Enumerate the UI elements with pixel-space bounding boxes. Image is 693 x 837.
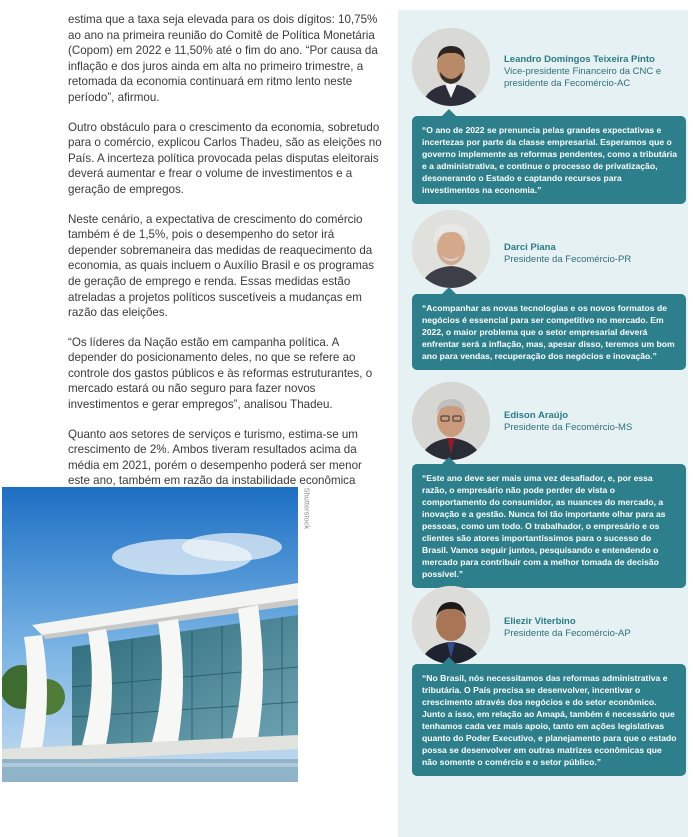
avatar: [412, 382, 490, 460]
person-role: Presidente da Fecomércio-MS: [504, 422, 633, 433]
person-role: Presidente da Fecomércio-AP: [504, 628, 631, 639]
person-name: Edison Araújo: [504, 410, 569, 421]
person-role: Vice-presidente Financeiro da CNC e presidente da Fecomércio-AC: [504, 66, 662, 89]
avatar: [412, 210, 490, 288]
article-paragraph: Quanto aos setores de serviços e turismo, estima-se um crescimento de 2%. Ambos tiveram resultados acima da média em 2021, porém o desempenho poderá ser menor este ano, também em razão da instabilidade econômica: [68, 427, 362, 488]
quote-box: “Este ano deve ser mais uma vez desafiador, e, por essa razão, o empresário não pode perder de vista o comportamento do consumidor, as nuances do mercado, a inovação e a gestão. Nunca foi tão importante olhar para as pessoas, como um todo. O trabalhador, o empresário e os clientes são atores importantíssimos para o sucesso do Brasil. Vamos seguir juntos, pesquisando e entendendo o mercado para contribuir com a melhor tomada de decisão possível.”: [412, 464, 686, 588]
person-name: Leandro Domingos Teixeira Pinto: [504, 54, 655, 65]
quotes-sidebar: [398, 10, 688, 837]
quote-box: “O ano de 2022 se prenuncia pelas grandes expectativas e incertezas por parte da classe empresarial. Esperamos que o governo implemente as reformas pendentes, como a tributária e a administrativa, e continue o processo de privatização, desonerando o Estado e captando recursos para investimentos na economia.”: [412, 116, 686, 204]
avatar: [412, 586, 490, 664]
building-photo: [2, 487, 298, 782]
article-paragraph: Neste cenário, a expectativa de crescimento do comércio também é de 1,5%, pois o desempenho do setor irá depender sobremaneira das medidas de reaquecimento da economia, as quais incluem o Auxílio Brasil e os programas de geração de emprego e renda. Essas medidas estão atreladas a projetos políticos suscetíveis a mudanças em razão das eleições.: [68, 212, 375, 320]
article-paragraph: Outro obstáculo para o crescimento da economia, sobretudo para o comércio, explicou Carlos Thadeu, são as eleições no País. A incerteza política provocada pelas disputas eleitorais deverá aumentar e frear o volume de investimentos e a geração de empregos.: [68, 120, 382, 196]
avatar: [412, 28, 490, 106]
photo-credit: [300, 487, 314, 560]
article-paragraph: estima que a taxa seja elevada para os dois dígitos: 10,75% ao ano na primeira reunião do Comitê de Política Monetária (Copom) em 2022 e 11,50% até o fim do ano. “Por causa da inflação e dos juros ainda em alta no primeiro trimestre, a retomada da economia continuará em ritmo lento neste período”, afirmou.: [68, 13, 378, 104]
person-name: Darci Piana: [504, 242, 556, 253]
person-name: Eliezir Viterbino: [504, 616, 576, 627]
photo-credit-text: Shutterstock: [302, 487, 312, 530]
person-role: Presidente da Fecomércio-PR: [504, 254, 632, 265]
quote-box: “Acompanhar as novas tecnologias e os novos formatos de negócios é essencial para ser competitivo no mercado. Em 2022, o maior problema que o setor empresarial deverá enfrentar será a inflação, mas, apesar disso, teremos um bom ano para vendas, recuperação dos negócios e inovação.”: [412, 294, 686, 370]
article-body: [68, 12, 386, 519]
article-paragraph: “Os líderes da Nação estão em campanha política. A depender do posicionamento deles, no que se refere ao controle dos gastos públicos e às reformas estruturantes, o mercado estará ou não seguro para fazer novos investimentos e gerar empregos”, analisou Thadeu.: [68, 335, 373, 412]
quote-box: “No Brasil, nós necessitamos das reformas administrativa e tributária. O País precisa se desenvolver, incentivar o crescimento através dos negócios e do setor econômico. Junto a isso, em relação ao Amapá, também é necessário que tenhamos cada vez mais apoio, tanto em ações legislativas quanto do Poder Executivo, e planejamento para que o estado possa se desenvolver em outras matrizes econômicas que não somente o comércio e o setor público.”: [412, 664, 686, 776]
